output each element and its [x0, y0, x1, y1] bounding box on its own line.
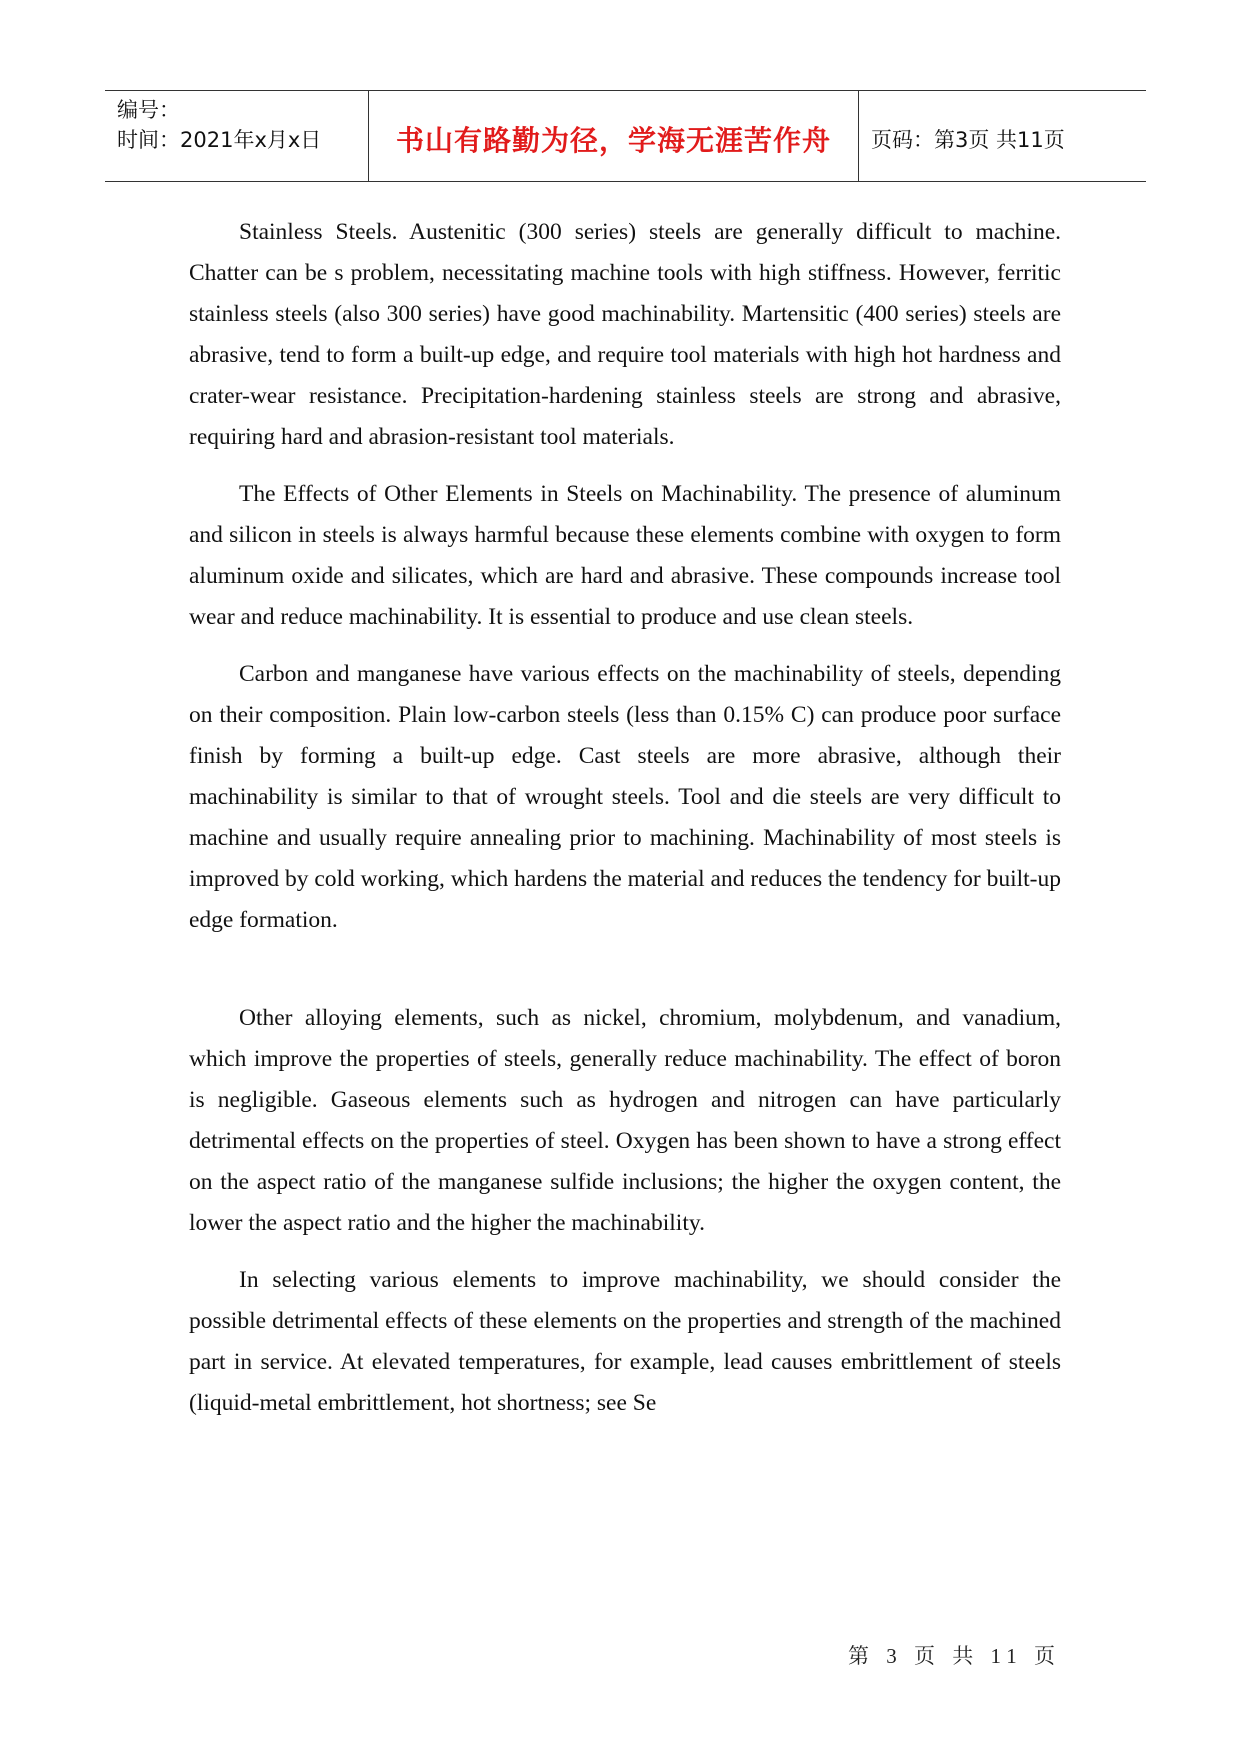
time-label: 时间：2021年x月x日: [117, 128, 322, 153]
motto-text: 书山有路勤为径，学海无涯苦作舟: [395, 124, 831, 157]
paragraph-other-elements-effects: The Effects of Other Elements in Steels on Machinability. The presence of aluminum and silicon in steels is always harmful because these elements combine with oxygen to form aluminum oxide and silicates, which are hard and abrasive. These compounds increase tool wear and reduce machinability. It is essential to produce and use clean steels.: [189, 481, 1061, 630]
serial-number-label: 编号：: [117, 98, 180, 122]
paragraph-carbon-manganese: Carbon and manganese have various effects on the machinability of steels, depending on their composition. Plain low-carbon steels (less than 0.15% C) can produce poor surface finish by forming a built-up edge. Cast steels are more abrasive, although their machinability is similar to that of wrought steels. Tool and die steels are very difficult to machine and usually require annealing prior to machining. Machinability of most steels is improved by cold working, which hardens the material and reduces the tendency for built-up edge formation.: [189, 661, 1061, 933]
paragraph-selecting-elements: In selecting various elements to improve machinability, we should consider the possible detrimental effects of these elements on the properties and strength of the machined part in service. At elevated temperatures, for example, lead causes embrittlement of steels (liquid-metal embrittlement, hot shortness; see Se: [189, 1267, 1061, 1416]
document-header: [105, 90, 1146, 182]
page-info-text: 页码：第3页 共11页: [871, 128, 1065, 152]
header-page-cell: [859, 91, 1146, 181]
header-meta-cell: [105, 91, 369, 181]
page-footer: 第 3 页 共 11 页: [848, 1644, 1061, 1668]
paragraph-stainless-steels: Stainless Steels. Austenitic (300 series) steels are generally difficult to machine. Chatter can be s problem, necessitating machine tools with high stiffness. However, ferritic stainless steels (also 300 series) have good machinability. Martensitic (400 series) steels are abrasive, tend to form a built-up edge, and require tool materials with high hot hardness and crater-wear resistance. Precipitation-hardening stainless steels are strong and abrasive, requiring hard and abrasion-resistant tool materials.: [189, 219, 1061, 450]
document-body: [189, 212, 1061, 1440]
header-motto-cell: [369, 91, 859, 181]
paragraph-alloying-elements: Other alloying elements, such as nickel, chromium, molybdenum, and vanadium, which improve the properties of steels, generally reduce machinability. The effect of boron is negligible. Gaseous elements such as hydrogen and nitrogen can have particularly detrimental effects on the properties of steel. Oxygen has been shown to have a strong effect on the aspect ratio of the manganese sulfide inclusions; the higher the oxygen content, the lower the aspect ratio and the higher the machinability.: [189, 1005, 1061, 1236]
